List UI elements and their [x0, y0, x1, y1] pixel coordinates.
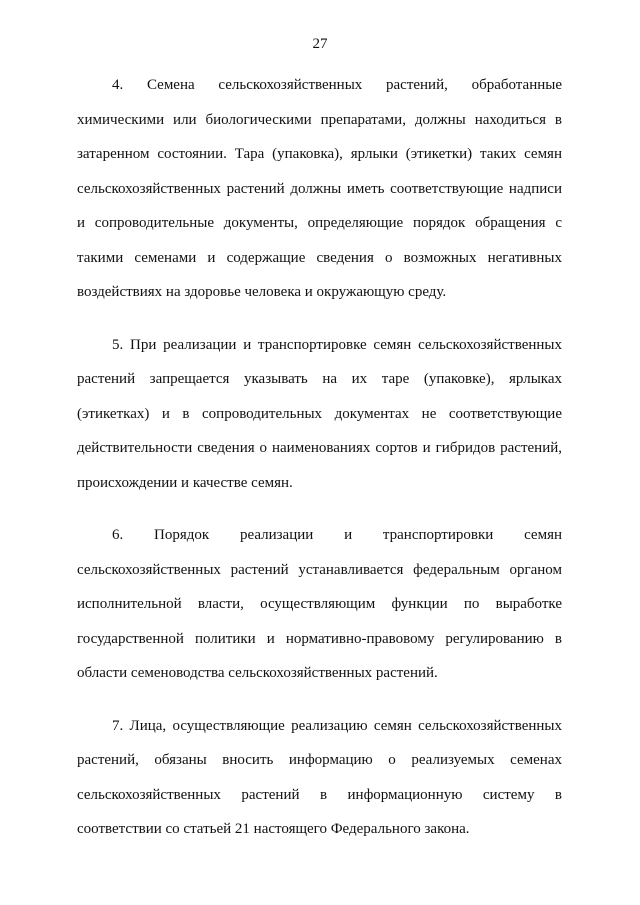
paragraph-item-7: 7. Лица, осуществляющие реализацию семян сельскохозяйственных растений, обязаны вносить информацию о реализуемых семенах сельскохозяйственных растений в информационную систему в соответствии со статьей 21 настоящего Федерального закона. — [77, 717, 562, 837]
paragraph-item-6: 6. Порядок реализации и транспортировки семян сельскохозяйственных растений устанавливается федеральным органом исполнительной власти, осуществляющим функции по выработке государственной политики и нормативно-правовому регулированию в области семеноводства сельскохозяйственных растений. — [77, 527, 562, 681]
document-body — [77, 68, 562, 865]
paragraph-item-4: 4. Семена сельскохозяйственных растений, обработанные химическими или биологическими препаратами, должны находиться в затаренном состоянии. Тара (упаковка), ярлыки (этикетки) таких семян сельскохозяйственных растений должны иметь соответствующие надписи и сопроводительные документы, определяющие порядок обращения с такими семенами и содержащие сведения о возможных негативных воздействиях на здоровье человека и окружающую среду. — [77, 77, 562, 300]
paragraph-item-5: 5. При реализации и транспортировке семян сельскохозяйственных растений запрещается указывать на их таре (упаковке), ярлыках (этикетках) и в сопроводительных документах не соответствующие действительности сведения о наименованиях сортов и гибридов растений, происхождении и качестве семян. — [77, 336, 562, 491]
page-number: 27 — [312, 36, 328, 52]
